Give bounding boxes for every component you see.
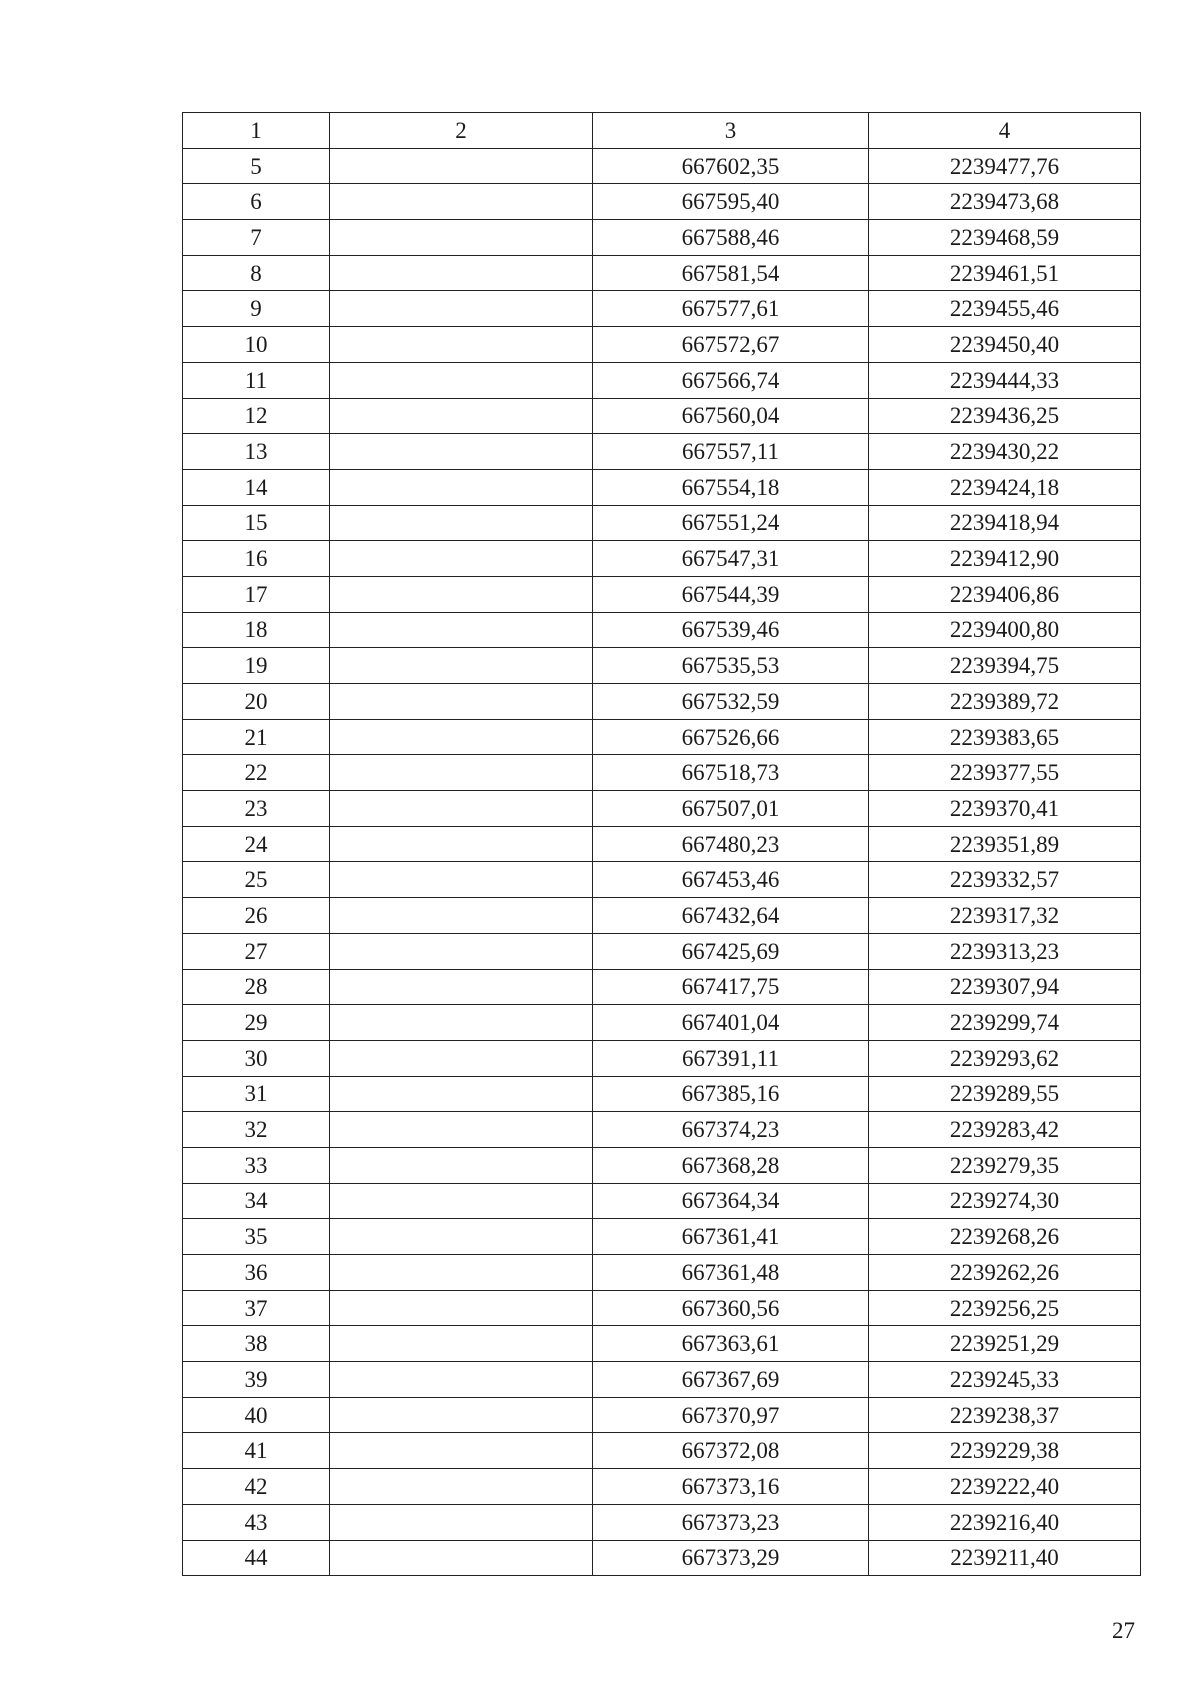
- x-coordinate-cell: 667544,39: [593, 576, 869, 612]
- x-coordinate-cell: 667368,28: [593, 1147, 869, 1183]
- y-coordinate-cell: 2239351,89: [869, 826, 1141, 862]
- x-coordinate-cell: 667480,23: [593, 826, 869, 862]
- point-number-cell: 34: [183, 1183, 330, 1219]
- x-coordinate-cell: 667385,16: [593, 1076, 869, 1112]
- y-coordinate-cell: 2239299,74: [869, 1005, 1141, 1041]
- point-number-cell: 37: [183, 1290, 330, 1326]
- x-coordinate-cell: 667361,41: [593, 1219, 869, 1255]
- y-coordinate-cell: 2239332,57: [869, 862, 1141, 898]
- name-cell: [330, 576, 593, 612]
- point-number-cell: 5: [183, 148, 330, 184]
- y-coordinate-cell: 2239245,33: [869, 1362, 1141, 1398]
- table-row: [183, 576, 1141, 612]
- point-number-cell: 41: [183, 1433, 330, 1469]
- name-cell: [330, 1326, 593, 1362]
- table-row: [183, 684, 1141, 720]
- point-number-cell: 17: [183, 576, 330, 612]
- x-coordinate-cell: 667539,46: [593, 612, 869, 648]
- x-coordinate-cell: 667518,73: [593, 755, 869, 791]
- point-number-cell: 21: [183, 719, 330, 755]
- x-coordinate-cell: 667577,61: [593, 291, 869, 327]
- column-header-4: 4: [869, 113, 1141, 149]
- x-coordinate-cell: 667363,61: [593, 1326, 869, 1362]
- table-row: [183, 541, 1141, 577]
- table-row: [183, 1397, 1141, 1433]
- point-number-cell: 9: [183, 291, 330, 327]
- x-coordinate-cell: 667554,18: [593, 469, 869, 505]
- x-coordinate-cell: 667602,35: [593, 148, 869, 184]
- name-cell: [330, 434, 593, 470]
- table-row: [183, 933, 1141, 969]
- table-row: [183, 648, 1141, 684]
- table-row: [183, 220, 1141, 256]
- table-row: [183, 327, 1141, 363]
- x-coordinate-cell: 667551,24: [593, 505, 869, 541]
- name-cell: [330, 826, 593, 862]
- name-cell: [330, 1362, 593, 1398]
- y-coordinate-cell: 2239444,33: [869, 362, 1141, 398]
- x-coordinate-cell: 667547,31: [593, 541, 869, 577]
- point-number-cell: 38: [183, 1326, 330, 1362]
- table-header-row: [183, 113, 1141, 149]
- x-coordinate-cell: 667391,11: [593, 1040, 869, 1076]
- x-coordinate-cell: 667507,01: [593, 791, 869, 827]
- table-row: [183, 969, 1141, 1005]
- y-coordinate-cell: 2239394,75: [869, 648, 1141, 684]
- table-row: [183, 434, 1141, 470]
- point-number-cell: 29: [183, 1005, 330, 1041]
- page-number: 27: [1112, 1618, 1135, 1643]
- y-coordinate-cell: 2239256,25: [869, 1290, 1141, 1326]
- table-row: [183, 791, 1141, 827]
- y-coordinate-cell: 2239370,41: [869, 791, 1141, 827]
- y-coordinate-cell: 2239450,40: [869, 327, 1141, 363]
- y-coordinate-cell: 2239211,40: [869, 1540, 1141, 1576]
- point-number-cell: 42: [183, 1469, 330, 1505]
- column-header-2: 2: [330, 113, 593, 149]
- x-coordinate-cell: 667372,08: [593, 1433, 869, 1469]
- x-coordinate-cell: 667425,69: [593, 933, 869, 969]
- name-cell: [330, 1397, 593, 1433]
- y-coordinate-cell: 2239383,65: [869, 719, 1141, 755]
- name-cell: [330, 1469, 593, 1505]
- name-cell: [330, 684, 593, 720]
- point-number-cell: 7: [183, 220, 330, 256]
- point-number-cell: 23: [183, 791, 330, 827]
- y-coordinate-cell: 2239238,37: [869, 1397, 1141, 1433]
- table-row: [183, 1183, 1141, 1219]
- x-coordinate-cell: 667417,75: [593, 969, 869, 1005]
- y-coordinate-cell: 2239216,40: [869, 1504, 1141, 1540]
- column-header-1: 1: [183, 113, 330, 149]
- column-header-3: 3: [593, 113, 869, 149]
- x-coordinate-cell: 667532,59: [593, 684, 869, 720]
- y-coordinate-cell: 2239455,46: [869, 291, 1141, 327]
- name-cell: [330, 291, 593, 327]
- point-number-cell: 35: [183, 1219, 330, 1255]
- point-number-cell: 26: [183, 898, 330, 934]
- table-row: [183, 612, 1141, 648]
- point-number-cell: 15: [183, 505, 330, 541]
- table-row: [183, 1147, 1141, 1183]
- x-coordinate-cell: 667373,29: [593, 1540, 869, 1576]
- y-coordinate-cell: 2239461,51: [869, 255, 1141, 291]
- point-number-cell: 32: [183, 1112, 330, 1148]
- point-number-cell: 12: [183, 398, 330, 434]
- x-coordinate-cell: 667370,97: [593, 1397, 869, 1433]
- table-row: [183, 1112, 1141, 1148]
- coordinates-table-body: [183, 113, 1141, 1576]
- table-row: [183, 1362, 1141, 1398]
- point-number-cell: 20: [183, 684, 330, 720]
- name-cell: [330, 1219, 593, 1255]
- x-coordinate-cell: 667526,66: [593, 719, 869, 755]
- name-cell: [330, 398, 593, 434]
- point-number-cell: 40: [183, 1397, 330, 1433]
- x-coordinate-cell: 667432,64: [593, 898, 869, 934]
- name-cell: [330, 898, 593, 934]
- point-number-cell: 30: [183, 1040, 330, 1076]
- table-row: [183, 1326, 1141, 1362]
- point-number-cell: 11: [183, 362, 330, 398]
- name-cell: [330, 1076, 593, 1112]
- table-row: [183, 826, 1141, 862]
- x-coordinate-cell: 667595,40: [593, 184, 869, 220]
- table-row: [183, 1290, 1141, 1326]
- table-row: [183, 398, 1141, 434]
- name-cell: [330, 362, 593, 398]
- y-coordinate-cell: 2239317,32: [869, 898, 1141, 934]
- name-cell: [330, 541, 593, 577]
- point-number-cell: 14: [183, 469, 330, 505]
- name-cell: [330, 791, 593, 827]
- y-coordinate-cell: 2239274,30: [869, 1183, 1141, 1219]
- point-number-cell: 25: [183, 862, 330, 898]
- table-row: [183, 291, 1141, 327]
- y-coordinate-cell: 2239293,62: [869, 1040, 1141, 1076]
- x-coordinate-cell: 667566,74: [593, 362, 869, 398]
- table-row: [183, 1469, 1141, 1505]
- table-row: [183, 862, 1141, 898]
- x-coordinate-cell: 667373,16: [593, 1469, 869, 1505]
- point-number-cell: 10: [183, 327, 330, 363]
- name-cell: [330, 862, 593, 898]
- name-cell: [330, 505, 593, 541]
- table-row: [183, 148, 1141, 184]
- name-cell: [330, 755, 593, 791]
- name-cell: [330, 648, 593, 684]
- y-coordinate-cell: 2239268,26: [869, 1219, 1141, 1255]
- point-number-cell: 31: [183, 1076, 330, 1112]
- table-row: [183, 1219, 1141, 1255]
- y-coordinate-cell: 2239313,23: [869, 933, 1141, 969]
- x-coordinate-cell: 667453,46: [593, 862, 869, 898]
- y-coordinate-cell: 2239262,26: [869, 1255, 1141, 1291]
- table-row: [183, 1540, 1141, 1576]
- point-number-cell: 8: [183, 255, 330, 291]
- name-cell: [330, 1112, 593, 1148]
- point-number-cell: 19: [183, 648, 330, 684]
- y-coordinate-cell: 2239377,55: [869, 755, 1141, 791]
- y-coordinate-cell: 2239389,72: [869, 684, 1141, 720]
- name-cell: [330, 1005, 593, 1041]
- point-number-cell: 28: [183, 969, 330, 1005]
- name-cell: [330, 612, 593, 648]
- name-cell: [330, 469, 593, 505]
- x-coordinate-cell: 667374,23: [593, 1112, 869, 1148]
- name-cell: [330, 148, 593, 184]
- point-number-cell: 33: [183, 1147, 330, 1183]
- name-cell: [330, 220, 593, 256]
- y-coordinate-cell: 2239283,42: [869, 1112, 1141, 1148]
- x-coordinate-cell: 667373,23: [593, 1504, 869, 1540]
- name-cell: [330, 1255, 593, 1291]
- y-coordinate-cell: 2239430,22: [869, 434, 1141, 470]
- y-coordinate-cell: 2239468,59: [869, 220, 1141, 256]
- point-number-cell: 18: [183, 612, 330, 648]
- point-number-cell: 36: [183, 1255, 330, 1291]
- x-coordinate-cell: 667557,11: [593, 434, 869, 470]
- table-row: [183, 755, 1141, 791]
- name-cell: [330, 1540, 593, 1576]
- point-number-cell: 24: [183, 826, 330, 862]
- table-row: [183, 1040, 1141, 1076]
- point-number-cell: 13: [183, 434, 330, 470]
- point-number-cell: 44: [183, 1540, 330, 1576]
- name-cell: [330, 1504, 593, 1540]
- x-coordinate-cell: 667360,56: [593, 1290, 869, 1326]
- name-cell: [330, 1147, 593, 1183]
- table-row: [183, 184, 1141, 220]
- y-coordinate-cell: 2239289,55: [869, 1076, 1141, 1112]
- name-cell: [330, 969, 593, 1005]
- name-cell: [330, 255, 593, 291]
- y-coordinate-cell: 2239436,25: [869, 398, 1141, 434]
- point-number-cell: 16: [183, 541, 330, 577]
- x-coordinate-cell: 667361,48: [593, 1255, 869, 1291]
- name-cell: [330, 184, 593, 220]
- x-coordinate-cell: 667367,69: [593, 1362, 869, 1398]
- name-cell: [330, 1433, 593, 1469]
- coordinates-table: [182, 112, 1141, 1576]
- x-coordinate-cell: 667588,46: [593, 220, 869, 256]
- point-number-cell: 27: [183, 933, 330, 969]
- name-cell: [330, 719, 593, 755]
- y-coordinate-cell: 2239473,68: [869, 184, 1141, 220]
- x-coordinate-cell: 667535,53: [593, 648, 869, 684]
- y-coordinate-cell: 2239400,80: [869, 612, 1141, 648]
- table-row: [183, 1255, 1141, 1291]
- table-row: [183, 719, 1141, 755]
- point-number-cell: 6: [183, 184, 330, 220]
- name-cell: [330, 1040, 593, 1076]
- x-coordinate-cell: 667572,67: [593, 327, 869, 363]
- y-coordinate-cell: 2239229,38: [869, 1433, 1141, 1469]
- table-row: [183, 1005, 1141, 1041]
- x-coordinate-cell: 667401,04: [593, 1005, 869, 1041]
- table-row: [183, 505, 1141, 541]
- x-coordinate-cell: 667364,34: [593, 1183, 869, 1219]
- table-row: [183, 469, 1141, 505]
- table-row: [183, 1076, 1141, 1112]
- name-cell: [330, 327, 593, 363]
- table-row: [183, 362, 1141, 398]
- x-coordinate-cell: 667581,54: [593, 255, 869, 291]
- y-coordinate-cell: 2239307,94: [869, 969, 1141, 1005]
- name-cell: [330, 933, 593, 969]
- y-coordinate-cell: 2239477,76: [869, 148, 1141, 184]
- x-coordinate-cell: 667560,04: [593, 398, 869, 434]
- name-cell: [330, 1290, 593, 1326]
- y-coordinate-cell: 2239424,18: [869, 469, 1141, 505]
- table-row: [183, 1504, 1141, 1540]
- y-coordinate-cell: 2239251,29: [869, 1326, 1141, 1362]
- y-coordinate-cell: 2239279,35: [869, 1147, 1141, 1183]
- table-row: [183, 898, 1141, 934]
- table-row: [183, 1433, 1141, 1469]
- point-number-cell: 39: [183, 1362, 330, 1398]
- point-number-cell: 22: [183, 755, 330, 791]
- table-row: [183, 255, 1141, 291]
- y-coordinate-cell: 2239418,94: [869, 505, 1141, 541]
- y-coordinate-cell: 2239222,40: [869, 1469, 1141, 1505]
- name-cell: [330, 1183, 593, 1219]
- y-coordinate-cell: 2239406,86: [869, 576, 1141, 612]
- point-number-cell: 43: [183, 1504, 330, 1540]
- y-coordinate-cell: 2239412,90: [869, 541, 1141, 577]
